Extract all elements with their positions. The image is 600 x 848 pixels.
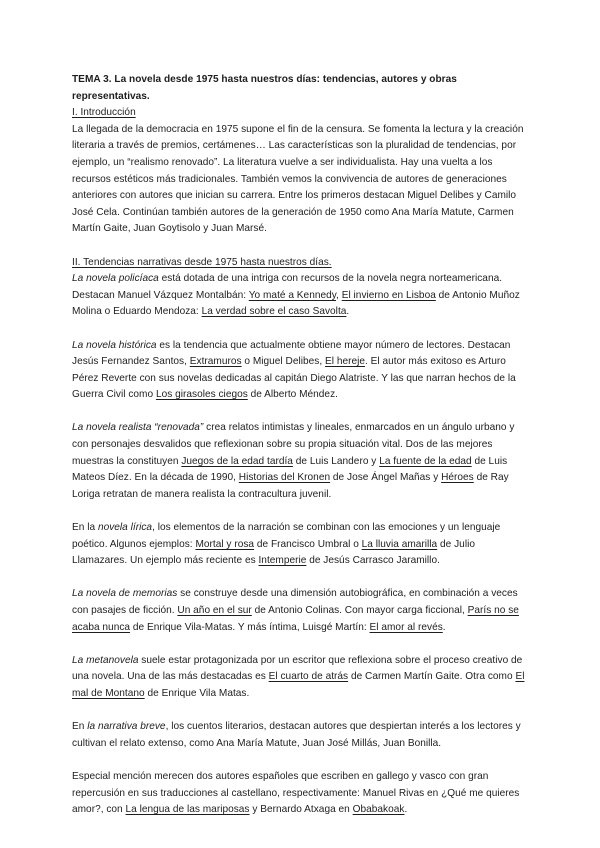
work-title: Juegos de la edad tardía xyxy=(181,455,293,467)
work-title: Los girasoles ciegos xyxy=(155,389,248,401)
intro-paragraph: La llegada de la democracia en 1975 supone el fin de la censura. Se fomenta la lectura y la creación literaria a través de premios, certámenes… Las características son la pluralidad de tendencias, por ejemplo, un “realismo renovado”. La literatura vuelve a ser individualista. Hay una vuelta a los recursos estéticos más tradicionales. También vemos la convivencia de autores de generaciones anteriores con autores que inician su carrera. Entre los primeros destacan Miguel Delibes y Camilo José Cela. Continúan también autores de la generación de 1950 como Ana María Matute, Carmen Martín Gaite, Juan Goytisolo y Juan Marsé. xyxy=(72,123,524,235)
work-title: Historias del Kronen xyxy=(238,472,331,484)
paragraph-novela-policiaca: La novela policíaca está dotada de una intriga con recursos de la novela negra norteamericana. Destacan Manuel Vázquez Montalbán: Yo maté a Kennedy, El invierno en Lisboa de Antonio Muñoz Molina o Eduardo Mendoza: La verdad sobre el caso Savolta. xyxy=(72,273,520,318)
work-title: La fuente de la edad xyxy=(379,455,472,467)
work-title: El invierno en Lisboa xyxy=(341,289,436,301)
paragraph-especial-mencion: Especial mención merecen dos autores españoles que escriben en gallego y vasco con gran repercusión en sus traducciones al castellano, respectivamente: Manuel Rivas en ¿Qué me quieres amor?, con La lengua de las mariposas y Bernardo Atxaga en Obabakoak. xyxy=(72,770,520,816)
paragraph-novela-historica: La novela histórica es la tendencia que actualmente obtiene mayor número de lectores. Destacan Jesús Fernandez Santos, Extramuros o Miguel Delibes, El hereje. El autor más exitoso es Arturo Pérez Reverte con sus novelas dedicadas al capitán Diego Alatriste. Y las que narran hechos de la Guerra Civil como Los girasoles ciegos de Alberto Méndez. xyxy=(72,339,516,401)
section-heading-tendencias: II. Tendencias narrativas desde 1975 hasta nuestros días. xyxy=(72,256,332,268)
work-title: Un año en el sur xyxy=(177,605,252,616)
paragraph-novela-memorias: La novela de memorias se construye desde una dimensión autobiográfica, en combinación a veces con pasajes de ficción. Un año en el sur de Antonio Colinas. Con mayor carga ficcional, París no se acaba nunca de Enrique Vila-Matas. Y más íntima, Luisgé Martín: El amor al revés. xyxy=(72,588,519,633)
work-title: Extramuros xyxy=(189,356,242,368)
work-title: La lengua de las mariposas xyxy=(125,804,250,816)
work-title: El amor al revés xyxy=(369,621,443,633)
work-title: Intemperie xyxy=(258,555,307,567)
paragraph-metanovela: La metanovela suele estar protagonizada por un escritor que reflexiona sobre el proceso creativo de una novela. Una de las más destacadas es El cuarto de atrás de Carmen Martín Gaite. Otra como El mal de Montano de Enrique Vila Matas. xyxy=(72,654,525,699)
work-title: Yo maté a Kennedy xyxy=(248,289,337,301)
paragraph-novela-lirica: En la novela lírica, los elementos de la narración se combinan con las emociones y un lenguaje poético. Algunos ejemplos: Mortal y rosa de Francisco Umbral o La lluvia amarilla de Julio Llamazares. Un ejemplo más reciente es Intemperie de Jesús Carrasco Jaramillo. xyxy=(72,522,501,567)
work-title: El cuarto de atrás xyxy=(268,671,349,683)
work-title: Obabakoak xyxy=(352,804,405,816)
work-title: Mortal y rosa xyxy=(195,538,255,550)
work-title: El hereje xyxy=(324,356,366,368)
section-heading-introduccion: I. Introducción xyxy=(72,107,136,119)
work-title: El mal de Montano xyxy=(72,671,525,699)
paragraph-novela-realista: La novela realista “renovada” crea relatos intimistas y lineales, enmarcados en un ángulo urbano y con personajes desvalidos que reflexionan sobre su propia situación vital. Dos de las mejores muestras la constituyen Juegos de la edad tardía de Luis Landero y La fuente de la edad de Luis Mateos Díez. En la década de 1990, Historias del Kronen de Jose Ángel Mañas y Héroes de Ray Loriga retratan de manera realista la contracultura juvenil. xyxy=(72,422,515,500)
work-title: La lluvia amarilla xyxy=(361,538,438,550)
paragraph-narrativa-breve: En la narrativa breve, los cuentos literarios, destacan autores que despiertan interés a los lectores y cultivan el relato extenso, como Ana María Matute, Juan José Millás, Juan Bonilla. xyxy=(72,721,521,749)
document-title: TEMA 3. La novela desde 1975 hasta nuestros días: tendencias, autores y obras representativas. xyxy=(72,74,457,102)
work-title: La verdad sobre el caso Savolta xyxy=(201,306,347,318)
work-title: París no se acaba nunca xyxy=(72,605,519,633)
document-body xyxy=(72,72,532,819)
work-title: Héroes xyxy=(441,472,474,484)
